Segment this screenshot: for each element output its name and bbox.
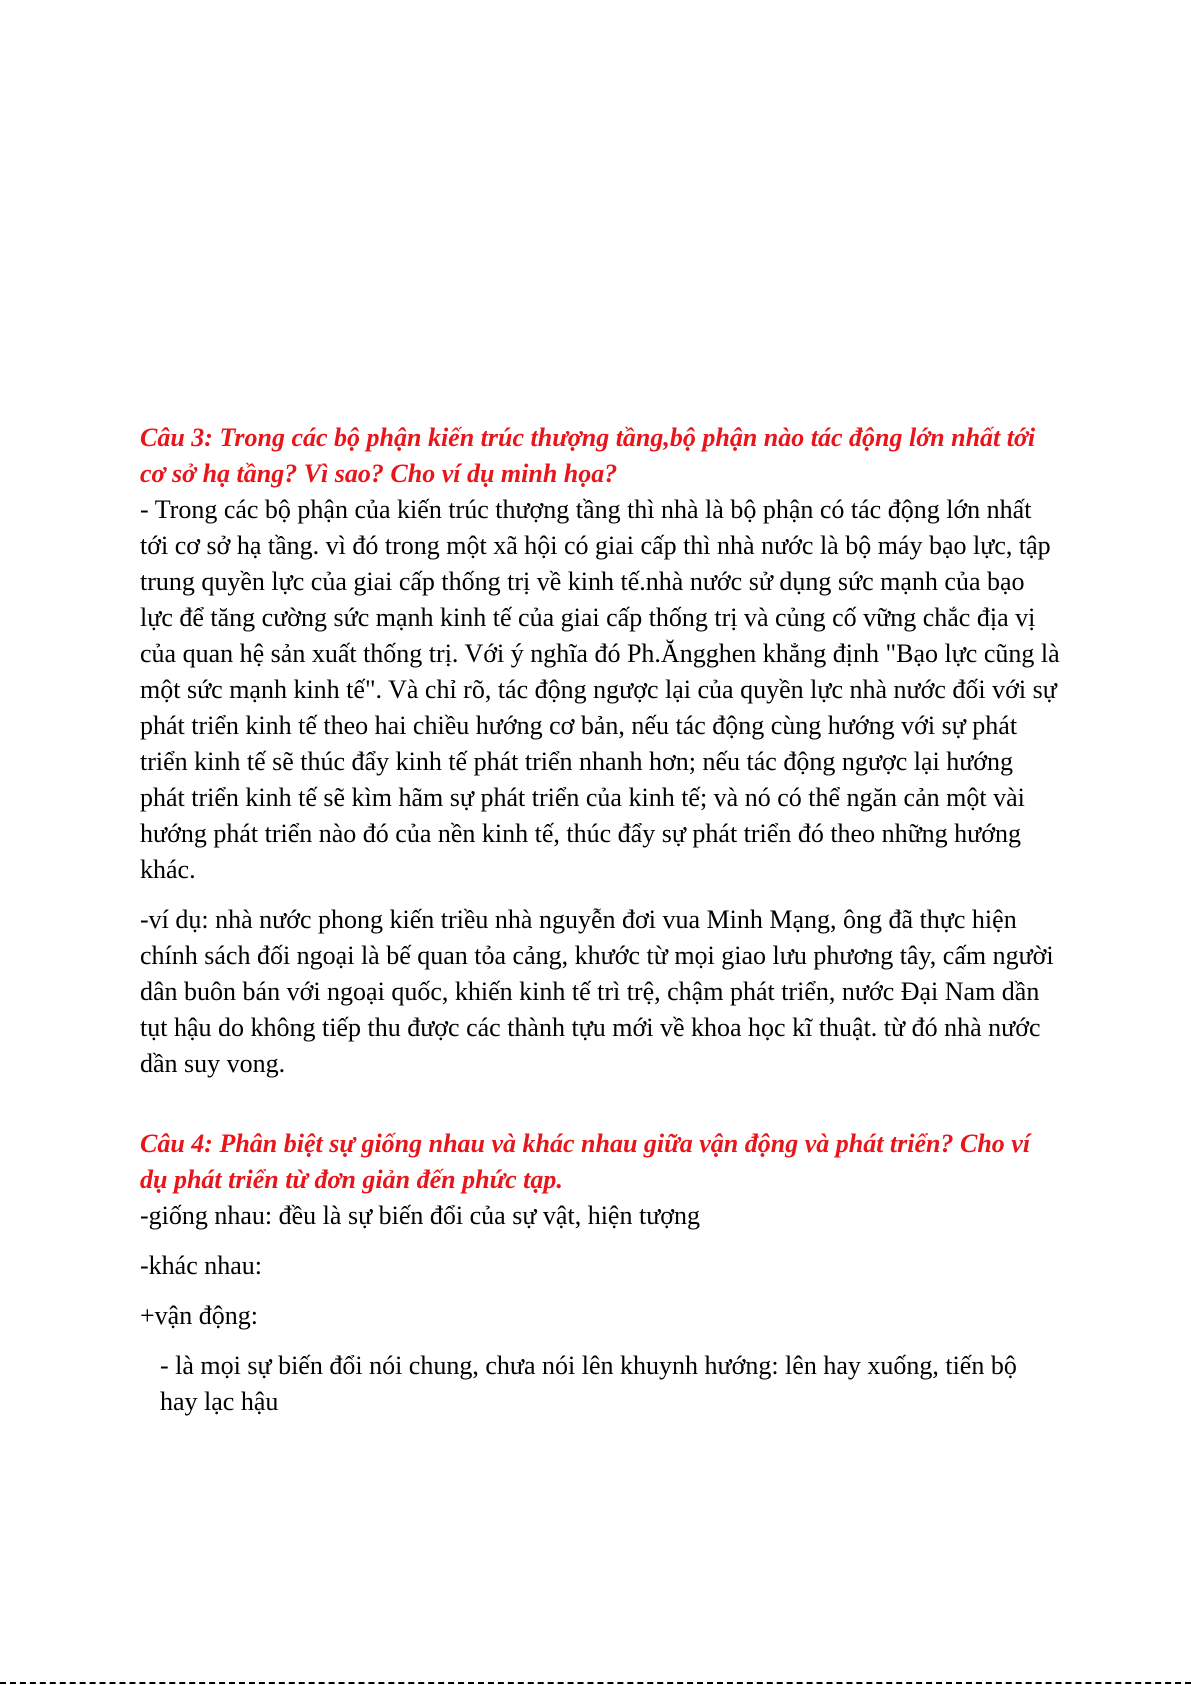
question-4-different: -khác nhau:	[140, 1251, 263, 1280]
question-4-similar: -giống nhau: đều là sự biến đổi của sự vật, hiện tượng	[140, 1201, 701, 1230]
question-3-example: -ví dụ: nhà nước phong kiến triều nhà nguyễn đơi vua Minh Mạng, ông đã thực hiện chính sách đối ngoại là bế quan tỏa cảng, khước từ mọi giao lưu phương tây, cấm người dân buôn bán với ngoại quốc, khiến kinh tế trì trệ, chậm phát triển, nước Đại Nam dần tụt hậu do không tiếp thu được các thành tựu mới về khoa học kĩ thuật. từ đó nhà nước dần suy vong.	[140, 905, 1054, 1078]
paragraph-gap	[140, 1234, 1060, 1248]
section-gap	[140, 1082, 1060, 1126]
document-content	[140, 420, 1060, 1420]
paragraph-gap	[140, 888, 1060, 902]
question-4-title: Câu 4: Phân biệt sự giống nhau và khác nhau giữa vận động và phát triển? Cho ví dụ phát triển từ đơn giản đến phức tạp.	[140, 1129, 1031, 1194]
question-4-motion-point: - là mọi sự biến đổi nói chung, chưa nói lên khuynh hướng: lên hay xuống, tiến bộ hay lạc hậu	[160, 1351, 1017, 1416]
question-4-motion: +vận động:	[140, 1301, 258, 1330]
bottom-divider	[0, 1682, 1191, 1684]
question-3-title: Câu 3: Trong các bộ phận kiến trúc thượng tầng,bộ phận nào tác động lớn nhất tới cơ sở hạ tầng? Vì sao? Cho ví dụ minh họa?	[140, 423, 1036, 488]
paragraph-gap	[140, 1334, 1060, 1348]
question-3-answer: - Trong các bộ phận của kiến trúc thượng tầng thì nhà là bộ phận có tác động lớn nhất tới cơ sở hạ tầng. vì đó trong một xã hội có giai cấp thì nhà nước là bộ máy bạo lực, tập trung quyền lực của giai cấp thống trị về kinh tế.nhà nước sử dụng sức mạnh của bạo lực để tăng cường sức mạnh kinh tế của giai cấp thống trị và củng cố vững chắc địa vị của quan hệ sản xuất thống trị. Với ý nghĩa đó Ph.Ăngghen khẳng định "Bạo lực cũng là một sức mạnh kinh tế". Và chỉ rõ, tác động ngược lại của quyền lực nhà nước đối với sự phát triển kinh tế theo hai chiều hướng cơ bản, nếu tác động cùng hướng với sự phát triển kinh tế sẽ thúc đẩy kinh tế phát triển nhanh hơn; nếu tác động ngược lại hướng phát triển kinh tế sẽ kìm hãm sự phát triển của kinh tế; và nó có thể ngăn cản một vài hướng phát triển nào đó của nền kinh tế, thúc đẩy sự phát triển đó theo những hướng khác.	[140, 495, 1060, 884]
paragraph-gap	[140, 1284, 1060, 1298]
